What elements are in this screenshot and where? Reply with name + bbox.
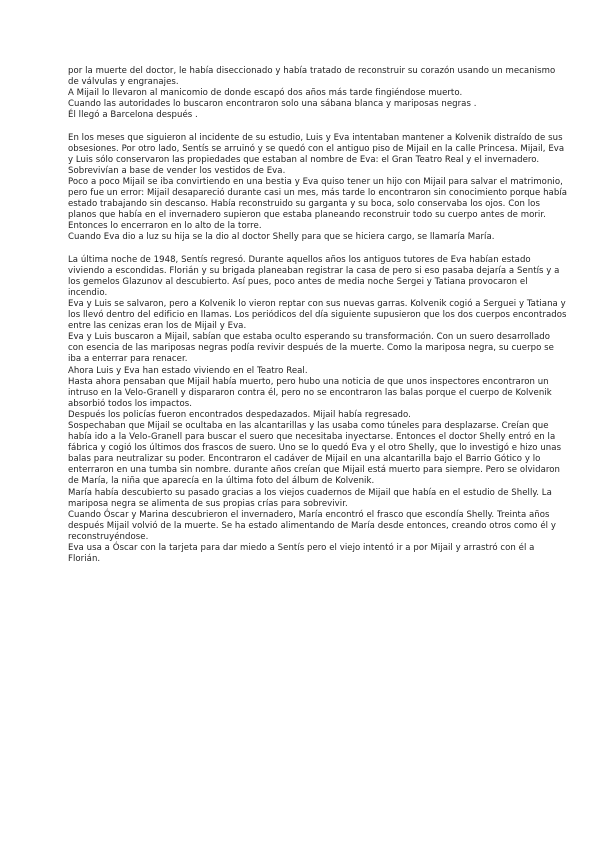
paragraph-12: Hasta ahora pensaban que Mijail había muerto, pero hubo una noticia de que unos inspectores encontraron un intruso en la Velo-Granell y dispararon contra él, pero no se encontraron las balas porque el cuerpo de Kolvenik absorbió todos los impactos.	[68, 376, 552, 409]
paragraph-5: En los meses que siguieron al incidente de su estudio, Luis y Eva intentaban mantener a Kolvenik distraído de sus obsesiones. Por otro lado, Sentís se arruinó y se quedó con el antiguo piso de Mijail en la calle Princesa. Mijail, Eva y Luis sólo conservaron las propiedades que estaban al nombre de Eva: el Gran Teatro Real y el invernadero. Sobrevivían a base de vender los vestidos de Eva.	[68, 132, 565, 176]
paragraph-2: A Mijail lo llevaron al manicomio de donde escapó dos años más tarde fingiéndose muerto.	[68, 88, 463, 99]
paragraph-13: Después los policías fueron encontrados despedazados. Mijail había regresado.	[68, 409, 411, 420]
paragraph-15: María había descubierto su pasado gracias a los viejos cuadernos de Mijail que había en el estudio de Shelly. La mariposa negra se alimenta de sus propias crías para sobrevivir.	[68, 487, 552, 509]
paragraph-1: por la muerte del doctor, le había diseccionado y había tratado de reconstruir su corazón usando un mecanismo de válvulas y engranajes.	[68, 66, 556, 88]
paragraph-11: Ahora Luis y Eva han estado viviendo en el Teatro Real.	[68, 365, 308, 376]
paragraph-7: Cuando Eva dio a luz su hija se la dio al doctor Shelly para que se hiciera cargo, se llamaría María.	[68, 232, 495, 243]
paragraph-16: Cuando Óscar y Marina descubrieron el invernadero, María encontró el frasco que escondía Shelly. Treinta años después Mijail volvió de la muerte. Se ha estado alimentando de María desde entonces, creando otros como él y reconstruyéndose.	[68, 509, 556, 542]
paragraph-8: La última noche de 1948, Sentís regresó. Durante aquellos años los antiguos tutores de Eva habían estado viviendo a escondidas. Florián y su brigada planeaban registrar la casa de pero si eso pasaba dejaría a Sentís y a los gemelos Glazunov al descubierto. Así pues, poco antes de media noche Sergei y Tatiana provocaron el incendio.	[68, 254, 560, 298]
paragraph-9: Eva y Luis se salvaron, pero a Kolvenik lo vieron reptar con sus nuevas garras. Kolvenik cogió a Serguei y Tatiana y los llevó dentro del edificio en llamas. Los periódicos del día siguiente supusieron que los dos cuerpos encontrados entre las cenizas eran los de Mijail y Eva.	[68, 298, 567, 332]
paragraph-17: Eva usa a Óscar con la tarjeta para dar miedo a Sentís pero el viejo intentó ir a por Mijail y arrastró con él a Florián.	[68, 543, 535, 565]
paragraph-10: Eva y Luis buscaron a Mijail, sabían que estaba oculto esperando su transformación. Con un suero desarrollado con esencia de las mariposas negras podía revivir después de la muerte. Como la mariposa negra, su cuerpo se iba a enterrar para renacer.	[68, 332, 554, 365]
document-page	[68, 66, 568, 565]
paragraph-gap	[68, 244, 568, 255]
paragraph-4: Él llegó a Barcelona después .	[68, 110, 198, 121]
paragraph-gap	[68, 121, 568, 132]
paragraph-14: Sospechaban que Mijail se ocultaba en las alcantarillas y las usaba como túneles para desplazarse. Creían que había ido a la Velo-Granell para buscar el suero que necesitaba inyectarse. Entonces el doctor Shelly entró en la fábrica y cogió los últimos dos frascos de suero. Uno se lo quedó Eva y el otro Shelly, que lo investigó e hizo unas balas para neutralizar su poder. Encontraron el cadáver de Mijail en una alcantarilla bajo el Barrio Gótico y lo enterraron en una tumba sin nombre. durante años creían que Mijail está muerto para siempre. Pero se olvidaron de María, la niña que aparecía en la última foto del álbum de Kolvenik.	[68, 421, 562, 487]
paragraph-6: Poco a poco Mijail se iba convirtiendo en una bestia y Eva quiso tener un hijo con Mijail para salvar el matrimonio, pero fue un error: Mijail desapareció durante casi un mes, más tarde lo encontraron sin conocimiento porque había estado trabajando sin descanso. Había reconstruido su garganta y su boca, solo conservaba los ojos. Con los planos que había en el invernadero supieron que estaba planeando reconstruir todo su cuerpo antes de morir. Entonces lo encerraron en lo alto de la torre.	[68, 176, 568, 232]
paragraph-3: Cuando las autoridades lo buscaron encontraron solo una sábana blanca y mariposas negras .	[68, 99, 477, 110]
